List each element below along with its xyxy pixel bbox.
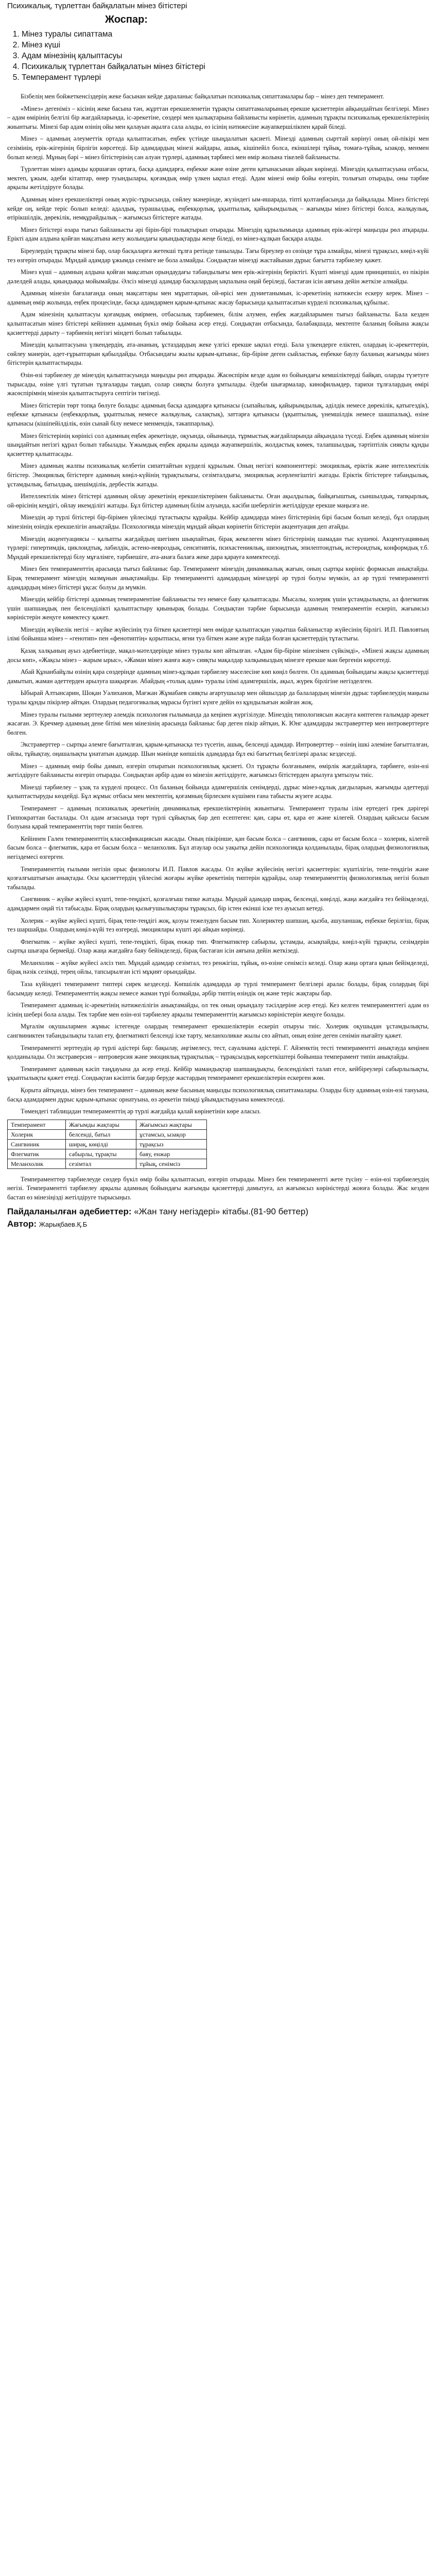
author-line: [7, 1218, 429, 1231]
closing-paragraph: Темпераменттер тарбиелеуде сөздер бүкіл өмір бойы қалыптасып, өзгеріп отырады. Мінез бен темпераментті жете түсіну – өзін-өзі тәрбиелеудің негізі. Темпераментті тәрбиелеу арқылы адамның бойындағы жағымды қасиеттерді дамытуға, ал жағымсыз көріністерді жоюға болады. Жас кезден бастап өз мінезіңізді жетілдіруге тырысыңыз.: [7, 1175, 429, 1201]
plan-heading: Жоспар:: [105, 14, 148, 25]
document-title: Психикалық, түрлеттан байқалатын мінез бітістері: [7, 2, 187, 10]
body-paragraph: Адамның мінез ерекшеліктері оның жүріс-тұрысында, сөйлеу мәнерінде, жүзіндегі ым-ишарада, тіпті қолтаңбасында да байқалады. Мінез бітістері кейде оң, кейде теріс болып келеді: адалдық, турашылдық, еңбекқорлық, ұқыптылық, қайырымдылық – жағымды мінез бітістері болса, жалқаулық, өтірікшілдік, дөрекілік, немқұрайдылық – жағымсыз бітістерге жатады.: [7, 195, 429, 222]
body-paragraph: Қазақ халқының ауыз әдебиетінде, мақал-мәтелдерінде мінез туралы көп айтылған. «Адам бір-біріне мінезімен сүйкімді», «Мінезі жақсы адамның досы көп», «Жақсы мінез – жарым ырыс», «Жаман мінез жанға жау» сияқты мақалдар халқымыздың мінезге ерекше мән бергенін көрсетеді.: [7, 647, 429, 664]
body-paragraph: Мінез – адамның әлеуметтік ортада қалыптасатын, еңбек үстінде шыңдалатын қасиеті. Мінезді адамның сырттай көрінуі оның ой-пікірі мен сезімінің, ерік-жігерінің бірлігін көрсетеді. Бір адамдардың мінезі жайдары, ашық, кішіпейіл болса, екіншілері тұйық, томаға-тұйық, ызақор, менмен болып келеді. Мұның бәрі – мінез бітістерінің сан алуан түрлері, адамның тәрбиесі мен өмір жолына тікелей байланысты.: [7, 135, 429, 161]
body-paragraph: Мінездің жүйкелік негізі – жүйке жүйесінің туа біткен қасиеттері мен өмірде қалыптасқан уақытша байланыстар жүйесінің бірлігі. И.П. Павловтың ілімі бойынша мінез – «генотип» пен «фенотиптің» қорытпасы, яғни туа біткен және жүре пайда болған қасиеттердің тұтастығы.: [7, 625, 429, 642]
body-paragraph: Біреулердің тұрақты мінезі бар, олар басқаларға жетекші тұлға ретінде танылады. Тағы біреулер өз сөзінде тұра алмайды, мінезі тұрақсыз, көңіл-күйі тез өзгеріп отырады. Мұндай адамдар ұжымда сенімге ие бола алмайды. Сондықтан мінезді жастайынан дұрыс бағытта тәрбиелеу қажет.: [7, 247, 429, 264]
table-row: [8, 1139, 207, 1149]
table-cell: Сангвиник: [8, 1139, 66, 1149]
body-paragraph: Мінездің әр түрлі бітістері бір-бірімен үйлесімді тұтастықты құрайды. Кейбір адамдарда мінез бітістерінің бірі басым болып келеді, бұл олардың мінезінің өзіндік ерекшелігін анықтайды. Психологияда мінездің мұндай айқын көрінетін бітістерін акцентуация деп атайды.: [7, 514, 429, 530]
literature-value: «Жан тану негіздері» кітабы.(81-90 беттер): [134, 1206, 309, 1216]
table-cell: сабырлы, тұрақты: [66, 1149, 136, 1159]
table-row: [8, 1149, 207, 1159]
body-paragraph: Мінез күші – адамның алдына қойған мақсатын орындаудағы табандылығы мен ерік-жігерінің беріктігі. Күшті мінезді адам принципшіл, өз пікірін дәлелдей алады, қиындыққа мойымайды. Әлсіз мінезді адамдар басқалардың ықпалына оңай беріледі, бастаған ісін аяғына дейін жеткізе алмайды.: [7, 268, 429, 285]
body-paragraph: Таза күйіндегі темперамент типтері сирек кездеседі. Көпшілік адамдарда әр түрлі темперамент белгілері аралас болады, бірақ солардың бірі басымдау келеді. Темпераменттің жақсы немесе жаман түрі болмайды, әрбір типтің өзіндік оң және теріс жақтары бар.: [7, 980, 429, 997]
references: [7, 1206, 429, 1231]
table-cell: сезімтал: [66, 1159, 136, 1168]
table-cell: Холерик: [8, 1129, 66, 1139]
body-paragraph: Темперамент адамның іс-әрекетінің нәтижелілігін анықтамайды, ол тек оның орындалу тәсілдеріне әсер етеді. Кез келген темпераменттегі адам өз ісінің шебері бола алады. Тек тәрбие мен өзін-өзі тәрбиелеу арқылы темпераменттің жағымсыз көріністерін жеңуге болады.: [7, 1002, 429, 1018]
body-text: [7, 92, 429, 1202]
document-page: [0, 0, 436, 1231]
body-paragraph: Абай Құнанбайұлы өзінің қара сөздерінде адамның мінез-құлқын тәрбиелеу мәселесіне көп көңіл бөлген. Ол адамның бойындағы жақсы қасиеттерді дамытып, жаман әдеттерден арылуға шақырған. Абайдың «толық адам» туралы ілімі адамгершілік, ақыл, жүрек бірлігіне негізделген.: [7, 668, 429, 685]
table-cell: ұстамсыз, ызақор: [136, 1129, 207, 1139]
body-paragraph: Темпераментті зерттеудің әр түрлі әдістері бар: бақылау, әңгімелесу, тест, сауалнама әдістері. Г. Айзенктің тесті темпераментті анықтауда кеңінен қолданылады. Ол экстраверсия – интроверсия және эмоциялық тұрақтылық – тұрақсыздық көрсеткіштері бойынша темперамент типін анықтайды.: [7, 1044, 429, 1061]
body-paragraph: Мінездің қалыптасуына үлкендердің, ата-ананың, ұстаздардың жеке үлгісі ерекше ықпал етеді. Бала үлкендерге еліктеп, олардың іс-әрекеттерін, сөйлеу мәнерін, әдет-ғұрыптарын қабылдайды. Отбасындағы жылы қарым-қатынас, бір-біріне деген сыйластық, еңбекке баулу баланың жағымды мінез бітістерін қалыптастырады.: [7, 341, 429, 367]
body-paragraph: Сангвиник – жүйке жүйесі күшті, тепе-теңдікті, қозғалғыш типке жатады. Мұндай адамдар ширақ, белсенді, көңілді, жаңа жағдайға тез бейімделеді, адамдармен оңай тіл табысады. Бірақ олардың қызығушылықтары тұрақсыз, бір істен екінші іске тез ауысып кетеді.: [7, 895, 429, 912]
table-cell: тұрақсыз: [136, 1139, 207, 1149]
literature-label: Пайдаланылған әдебиеттер:: [7, 1206, 132, 1216]
body-paragraph: Темперамент – адамның психикалық әрекетінің динамикалық ерекшеліктерінің жиынтығы. Темперамент туралы ілім ертедегі грек дәрігері Гиппократтан басталады. Ол адам ағзасында төрт түрлі сұйықтық бар деп есептеген: қан, сары өт, қара өт және кілегей. Олардың қайсысы басым болуына қарай темпераменттің төрт типін бөлген.: [7, 804, 429, 831]
section-temperament-types: [7, 804, 429, 1104]
literature-line: [7, 1206, 429, 1218]
body-paragraph: Адамның мінезін бағалағанда оның мақсаттары мен мұраттарын, ой-өрісі мен дүниетанымын, іс-әрекетінің нәтижесін ескеру керек. Мінез – адамның өмір жолында, еңбек процесінде, басқа адамдармен қарым-қатынас жасау барысында қалыптасатын күрделі психикалық құбылыс.: [7, 290, 429, 306]
body-paragraph: Холерик – жүйке жүйесі күшті, бірақ тепе-теңдігі жоқ, қозуы тежелуден басым тип. Холериктер шапшаң, қызба, ашуланшақ, еңбекке берілгіш, бірақ тез шаршайды. Олардың көңіл-күйі тез өзгереді, эмоциялары күшті әрі айқын көрінеді.: [7, 917, 429, 934]
table-cell: ширақ, көңілді: [66, 1139, 136, 1149]
body-paragraph: Мінез бітістерін төрт топқа бөлуге болады: адамның басқа адамдарға қатынасы (сыпайылық, қайырымдылық, әділдік немесе дөрекілік, қатыгездік), еңбекке қатынасы (еңбекқорлық, ұқыптылық немесе жалқаулық, салақтық), заттарға қатынасы (ұқыптылық, үнемшілдік немесе шашпалық), өзіне қатынасы (кішіпейілділік, өзін сынай білу немесе менмендік, тәкаппарлық).: [7, 401, 429, 427]
body-paragraph: Кейіннен Гален темпераменттің классификациясын жасады. Оның пікірінше, қан басым болса – сангвиник, сары өт басым болса – холерик, кілегей басым болса – флегматик, қара өт басым болса – меланхолик. Бұл атаулар осы уақытқа дейін психологияда қолданылады, бірақ олардың физиологиялық негіздемесі өзгерген.: [7, 835, 429, 860]
section-character-traits: [7, 462, 429, 801]
body-paragraph: Меланхолик – жүйке жүйесі әлсіз тип. Мұндай адамдар сезімтал, тез ренжігіш, тұйық, өз-өзіне сенімсіз келеді. Олар жаңа ортаға қиын бейімделеді, бірақ нәзік сезімді, терең ойлы, тапсырылған істі мұқият орындайды.: [7, 959, 429, 976]
body-paragraph: Бізбелің мен бойжеткенсіздерің жеке басынан кейде дараланыс байқалатын психикалық сипаттамалары бар – мінез деп темперамент.: [21, 93, 385, 100]
plan-item: 5. Темперамент түрлері: [22, 72, 429, 83]
author-label: Автор:: [7, 1218, 37, 1229]
plan-item: 2. Мінез күші: [22, 40, 429, 50]
body-paragraph: Экстраверттер – сыртқы әлемге бағытталған, қарым-қатынасқа тез түсетін, ашық, белсенді адамдар. Интроверттер – өзінің ішкі әлеміне бағытталған, ойлы, тұйықтау, оңашалықты ұнататын адамдар. Шын мәнінде көпшілік адамдарда бұл екі бағыттың белгілері аралас кездеседі.: [7, 741, 429, 757]
table-cell: тұйық, сенімсіз: [136, 1159, 207, 1168]
table-header-cell: Темперамент: [8, 1120, 66, 1129]
body-paragraph: Мінез туралы ғылыми зерттеулер әлемдік психология ғылымында да кеңінен жүргізілуде. Мінездің типологиясын жасауға көптеген ғалымдар әрекет жасаған. Э. Кречмер адамның дене бітімі мен мінезінің арасында байланыс бар деген пікір айтқан, К. Юнг адамдарды экстраверттер мен интроверттерге бөлген.: [7, 710, 429, 736]
body-paragraph: Темперамент адамның кәсіп таңдауына да әсер етеді. Кейбір мамандықтар шапшаңдықты, белсенділікті талап етсе, кейбіреулері сабырлылықты, ұқыптылықты қажет етеді. Сондықтан кәсіптік бағдар беруде жастардың темперамент ерекшеліктерін ескерген жөн.: [7, 1065, 429, 1082]
table-header-row: [8, 1120, 207, 1129]
plan-item: 1. Мінез туралы сипаттама: [22, 29, 429, 40]
body-paragraph: Ыбырай Алтынсарин, Шоқан Уәлиханов, Мағжан Жұмабаев сияқты ағартушылар мен ойшылдар да балалардың мінезін дұрыс тәрбиелеудің маңызы туралы құнды пікірлер айтқан. Олардың педагогикалық мұрасы бүгінгі күнге дейін өз құндылығын жойған жоқ.: [7, 689, 429, 706]
table-cell: белсенді, батыл: [66, 1129, 136, 1139]
body-paragraph: Түрлеттан мінез адамды қоршаған ортаға, басқа адамдарға, еңбекке және өзіне деген қатынасынан айқын көрінеді. Мінездің қалыптасуына отбасы, мектеп, ұжым, әдеби кітаптар, өнер туындылары, қоғамдық өмір үлкен ықпал етеді. Адам мінезі өмір бойы өзгеріп, толығып отырады, оны тәрбие арқылы жетілдіруге болады.: [7, 165, 429, 191]
author-value: Жарықбаев.Қ.Б: [39, 1220, 88, 1228]
body-paragraph: Қорыта айтқанда, мінез бен темперамент – адамның жеке басының маңызды психологиялық сипаттамалары. Оларды білу адамның өзін-өзі тануына, басқа адамдармен дұрыс қарым-қатынас орнатуына, өз әрекетін тиімді ұйымдастыруына көмектеседі.: [7, 1087, 429, 1103]
table-header-cell: Жағымсыз жақтары: [136, 1120, 207, 1129]
body-paragraph: Адам мінезінің қалыптасуы қоғамдық өмірмен, отбасылық тәрбиемен, білім алумен, еңбек жағдайларымен тығыз байланысты. Бала кезден қалыптасатын мінез бітістері кейіннен адамның бүкіл өмір бойына әсер етеді. Сондықтан отбасында, балабақшада, мектепте баланың бойына жақсы қасиеттерді дарыту – тәрбиенің негізгі міндеті болып табылады.: [7, 311, 429, 336]
body-paragraph: Мінез – адамның өмір бойы дамып, өзгеріп отыратын психологиялық қасиеті. Ол тұрақты болғанымен, өмірлік жағдайларға, тәрбиеге, өзін-өзі жетілдіруге байланысты өзгеріп отырады. Сондықтан әрбір адам өз мінезін жетілдіруге, жағымсыз бітістерден арылуға ұмтылуы тиіс.: [7, 762, 429, 779]
body-paragraph: Мінез бітістерінің көрінісі сол адамның еңбек әрекетінде, оқуында, ойынында, тұрмыстық жағдайларында айқындала түседі. Еңбек адамның мінезін шыңдайтын негізгі құрал болып табылады. Ұжымдық еңбек арқылы адамда жауапкершілік, жолдастық көмек, талапшылдық, тәртіптілік сияқты құнды қасиеттер қалыптасады.: [7, 432, 429, 457]
table-row: [8, 1159, 207, 1168]
body-paragraph: Флегматик – жүйке жүйесі күшті, тепе-теңдікті, бірақ енжар тип. Флегматиктер сабырлы, ұстамды, асықпайды, көңіл-күйі тұрақты, сезімдерін сыртқа шығара бермейді. Олар жаңа жағдайға баяу бейімделеді, бірақ бастаған ісін аяғына дейін жеткізеді.: [7, 938, 429, 955]
table-row: [8, 1129, 207, 1139]
table-cell: баяу, енжар: [136, 1149, 207, 1159]
section-character-description: [7, 92, 429, 307]
plan-list: [7, 29, 429, 83]
table-intro: Төмендегі таблицадан темпераменттің әр түрлі жағдайда қалай көрінетінін көре аласыз.: [21, 1108, 261, 1115]
plan-item: 4. Психикалық түрлеттан байқалатын мінез бітістері: [22, 61, 429, 72]
body-paragraph: Темпераменттің ғылыми негізін орыс физиологы И.П. Павлов жасады. Ол жүйке жүйесінің негізгі қасиеттерін: күштілігін, тепе-теңдігін және қозғалғыштығын анықтады. Осы қасиеттердің үйлесімі жоғары жүйке әрекетінің типтерін құрайды, олар темпераменттің физиологиялық негізі болып табылады.: [7, 865, 429, 891]
table-header-cell: Жағымды жақтары: [66, 1120, 136, 1129]
body-paragraph: Өзін-өзі тәрбиелеу де мінездің қалыптасуында маңызды рөл атқарады. Жасөспірім кезде адам өз бойындағы кемшіліктерді байқап, оларды түзетуге тырысады, өзіне үлгі тұтатын тұлғаларды таңдап, солар сияқты болуға ұмтылады. Әдеби шығармалар, кинофильмдер, тарихи тұлғалардың өмірі жасөспірімнің мінезін қалыптастыруға септігін тигізеді.: [7, 371, 429, 397]
body-paragraph: Мінез бітістері өзара тығыз байланысты әрі бірін-бірі толықтырып отырады. Мінездің құрылымында адамның ерік-жігері маңызды рөл атқарады. Ерікті адам алдына қойған мақсатына жету жолындағы қиындықтарды жеңе біледі, өз мінез-құлқын басқара алады.: [7, 226, 429, 243]
temperament-table: [7, 1120, 207, 1169]
body-paragraph: Мінездің кейбір бітістері адамның темпераментіне байланысты тез немесе баяу қалыптасады. Мысалы, холерик үшін ұстамдылықты, ал флегматик үшін шапшаңдық пен белсенділікті қалыптастыру қиынырақ болады. Сондықтан тәрбие барысында адамның темпераментін ескеріп, жағымсыз көріністерін жеңуге көмектесу қажет.: [7, 596, 429, 621]
body-paragraph: «Мінез» дегеніміз – кісінің жеке басына тән, жұрттан ерекшеленетін тұрақты сипаттамаларының ерекше қасиеттерін айқындайтын белгілері. Мінез – адам өмірінің белгілі бір жағдайларында, іс-әрекетіне, сөздері мен қылықтарына байланысты көрінетін, адамның тұрақты психикалық ерекшеліктерінің жиынтығы. Мінезі бар адам өзінің ойы мен қалауын ақылға сала алады, өз ісінің нәтижесіне жауапкершілікпен қарай біледі.: [7, 105, 429, 130]
body-paragraph: Мінездің акцентуациясы – қалыпты жағдайдың шегінен шықпайтын, бірақ жекелеген мінез бітістерінің шамадан тыс күшеюі. Акцентуацияның түрлері: гипертимдік, циклоидтық, лабилдік, астено-невроздық, сенситивтік, психастениялық, шизоидтық, эпилептоидтық, истероидтық, конформдық т.б. Мұндай ерекшеліктерді білу мұғалімге, тәрбиешіге, ата-анаға балаға жеке дара қарауға көмектеседі.: [7, 535, 429, 561]
table-cell: Меланхолик: [8, 1159, 66, 1168]
body-paragraph: Интеллектілік мінез бітістері адамның ойлау әрекетінің ерекшеліктерімен байланысты. Оған ақылдылық, байқағыштық, сыншылдық, тапқырлық, ой-өрісінің кеңдігі, ойлау икемділігі жатады. Бұл бітістер адамның білім алуында, кәсіби шеберлігін жетілдіруде ерекше маңызға ие.: [7, 493, 429, 509]
section-character-formation: [7, 310, 429, 459]
body-paragraph: Мұғалім оқушылармен жұмыс істегенде олардың темперамент ерекшеліктерін ескеріп отыруы тиіс. Холерик оқушыдан ұстамдылықты, сангвиниктен табандылықты талап ету, флегматикті белсенді іске тарту, меланхоликке жылы сөз айтып, оның өзіне деген сенімін нығайту қажет.: [7, 1023, 429, 1040]
body-paragraph: Мінез бен темпераменттің арасында тығыз байланыс бар. Темперамент мінездің динамикалық жағын, оның сыртқы көрініс формасын анықтайды. Бірақ темперамент мінездің мазмұнын анықтамайды. Бір темпераментті адамдардың мінездері әр түрлі болуы мүмкін, ал әр түрлі темпераментті адамдардың мінез бітістері ұқсас болуы да мүмкін.: [7, 565, 429, 591]
body-paragraph: Мінез адамның жалпы психикалық келбетін сипаттайтын күрделі құрылым. Оның негізгі компоненттері: эмоциялық, еріктік және интеллектілік бітістер. Эмоциялық бітістерге адамның көңіл-күйінің тұрақтылығы, сезімталдығы, эмоциялық әсерленгіштігі жатады. Еріктік бітістерге табандылық, ұстамдылық, батылдық, шешімділік, дербестік жатады.: [7, 462, 429, 488]
table-cell: Флегматик: [8, 1149, 66, 1159]
plan-item: 3. Адам мінезінің қалыптасуы: [22, 50, 429, 61]
body-paragraph: Мінезді тәрбиелеу – ұзақ та күрделі процесс. Ол баланың бойында адамгершілік сенімдерді, дұрыс мінез-құлық дағдыларын, жағымды әдеттерді қалыптастыруды көздейді. Бұл жұмыс отбасы мен мектептің, қоғамның бірлескен күшімен ғана табысты жүзеге асады.: [7, 783, 429, 800]
